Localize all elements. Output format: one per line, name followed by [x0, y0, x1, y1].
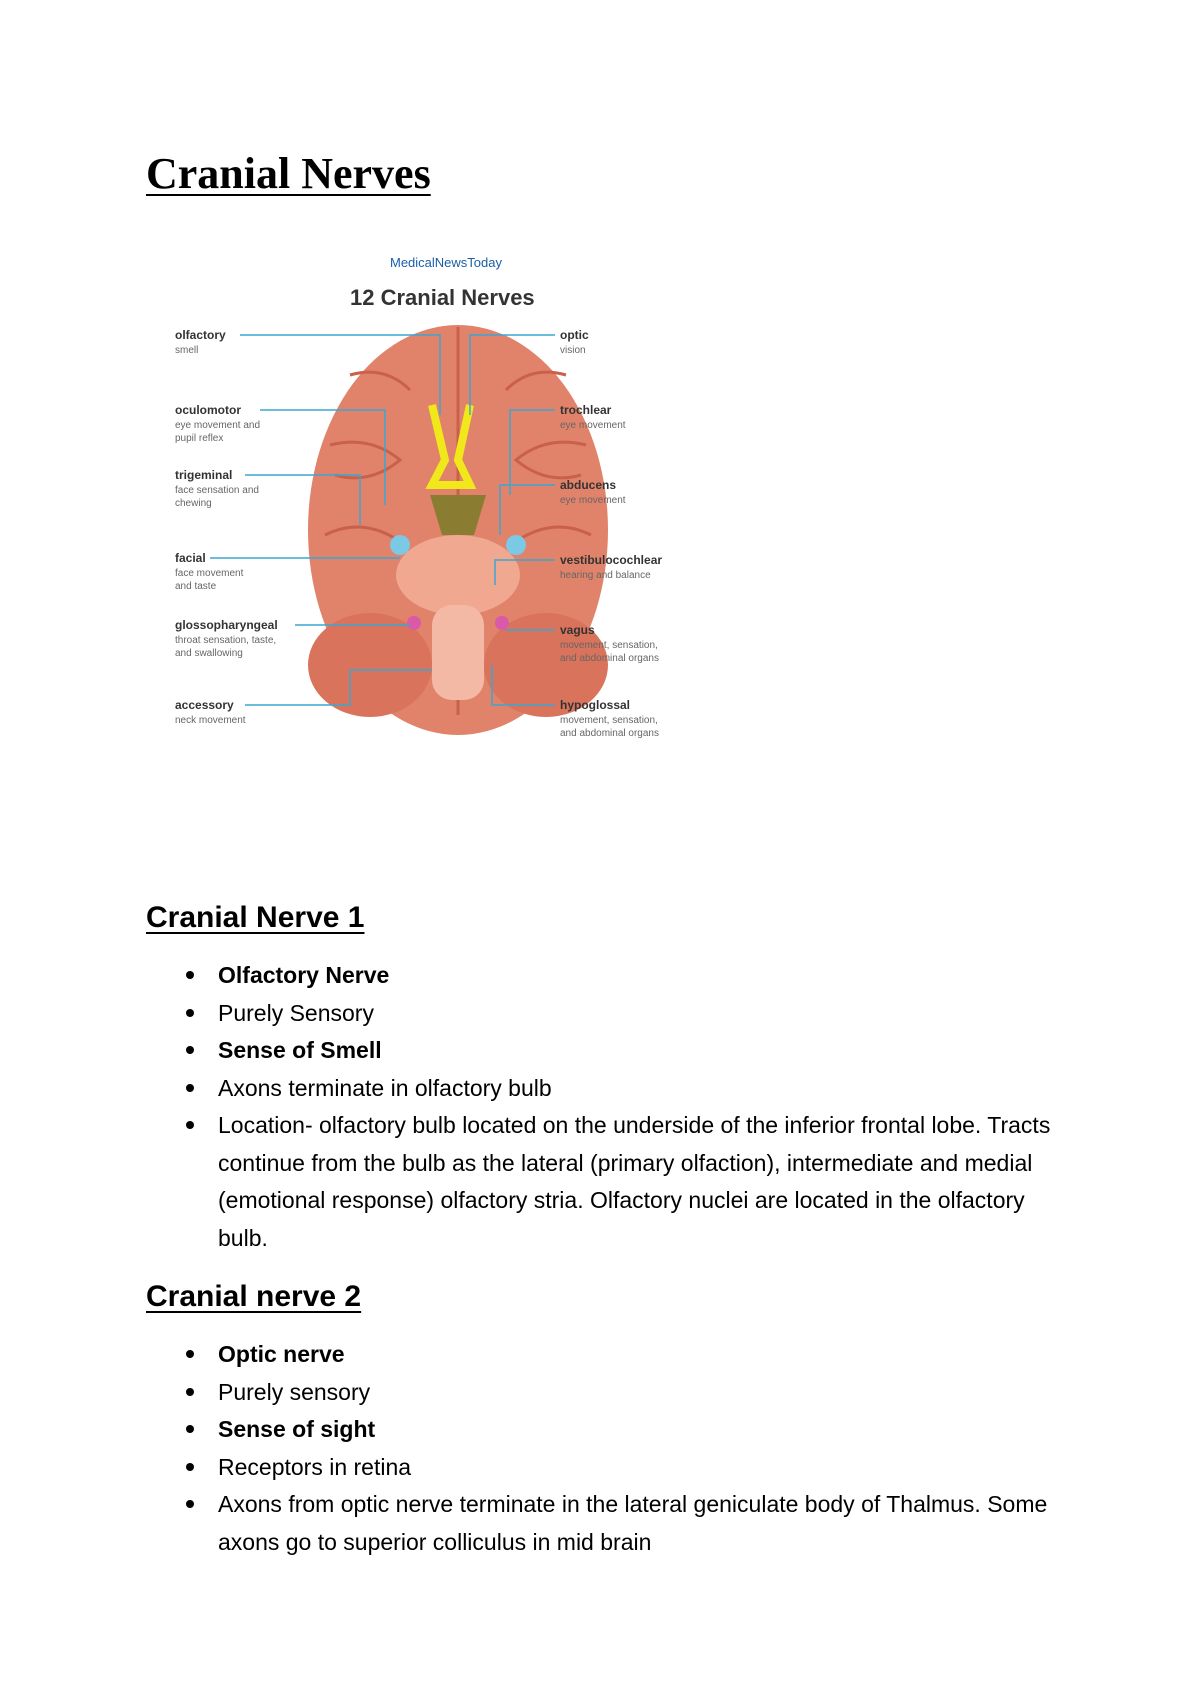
label-glossopharyngeal: glossopharyngeal: [175, 618, 278, 632]
label-abducens: abducens: [560, 478, 617, 492]
svg-text:eye movement and: eye movement and: [175, 420, 261, 431]
list-item: Axons terminate in olfactory bulb: [218, 1070, 1078, 1108]
section-heading-cn2: Cranial nerve 2: [146, 1280, 362, 1313]
svg-text:hearing and balance: hearing and balance: [560, 570, 651, 581]
label-facial: facial: [175, 551, 206, 565]
list-item: Purely Sensory: [218, 995, 1078, 1033]
page-title: Cranial Nerves: [146, 149, 431, 198]
label-oculomotor: oculomotor: [175, 403, 241, 417]
list-item: Sense of sight: [218, 1411, 1078, 1449]
left-labels: [175, 328, 278, 726]
label-accessory: accessory: [175, 698, 234, 712]
cn2-bullet-list: [218, 1336, 1078, 1561]
brain-illustration: [308, 325, 608, 735]
svg-text:pupil reflex: pupil reflex: [175, 433, 224, 444]
label-trigeminal: trigeminal: [175, 468, 233, 482]
figure-heading: 12 Cranial Nerves: [350, 285, 535, 310]
section-heading-cn1: Cranial Nerve 1: [146, 901, 365, 934]
svg-text:movement, sensation,: movement, sensation,: [560, 640, 658, 651]
label-hypoglossal: hypoglossal: [560, 698, 631, 712]
pons: [396, 535, 520, 615]
svg-text:eye movement: eye movement: [560, 495, 626, 506]
label-olfactory: olfactory: [175, 328, 226, 342]
list-item: Axons from optic nerve terminate in the lateral geniculate body of Thalmus. Some axons go to superior colliculus in mid brain: [218, 1486, 1078, 1561]
list-item: Optic nerve: [218, 1336, 1078, 1374]
svg-text:and taste: and taste: [175, 581, 217, 592]
list-item: Sense of Smell: [218, 1032, 1078, 1070]
label-trochlear: trochlear: [560, 403, 612, 417]
list-item: Receptors in retina: [218, 1449, 1078, 1487]
svg-text:eye movement: eye movement: [560, 420, 626, 431]
list-item: Olfactory Nerve: [218, 957, 1078, 995]
cranial-nerves-diagram: [170, 245, 730, 790]
svg-text:and swallowing: and swallowing: [175, 648, 243, 659]
svg-text:throat sensation, taste,: throat sensation, taste,: [175, 635, 277, 646]
brainstem: [432, 605, 484, 700]
list-item: Location- olfactory bulb located on the underside of the inferior frontal lobe. Tracts continue from the bulb as the lateral (primary olfaction), intermediate and medial (emotional response) olfactory stria. Olfactory nuclei are located in the olfactory bulb.: [218, 1107, 1078, 1257]
cn1-bullet-list: [218, 957, 1078, 1257]
brand-logo-text: MedicalNewsToday: [390, 255, 502, 270]
svg-text:movement, sensation,: movement, sensation,: [560, 715, 658, 726]
svg-text:chewing: chewing: [175, 498, 212, 509]
label-vestibulocochlear: vestibulocochlear: [560, 553, 663, 567]
list-item: Purely sensory: [218, 1374, 1078, 1412]
svg-text:and abdominal organs: and abdominal organs: [560, 653, 659, 664]
svg-text:face sensation and: face sensation and: [175, 485, 259, 496]
cranial-nerves-figure: [170, 245, 730, 790]
svg-text:face movement: face movement: [175, 568, 244, 579]
svg-text:and abdominal organs: and abdominal organs: [560, 728, 659, 739]
label-optic: optic: [560, 328, 589, 342]
svg-text:vision: vision: [560, 345, 586, 356]
svg-text:smell: smell: [175, 345, 199, 356]
label-vagus: vagus: [560, 623, 595, 637]
svg-text:neck movement: neck movement: [175, 715, 246, 726]
